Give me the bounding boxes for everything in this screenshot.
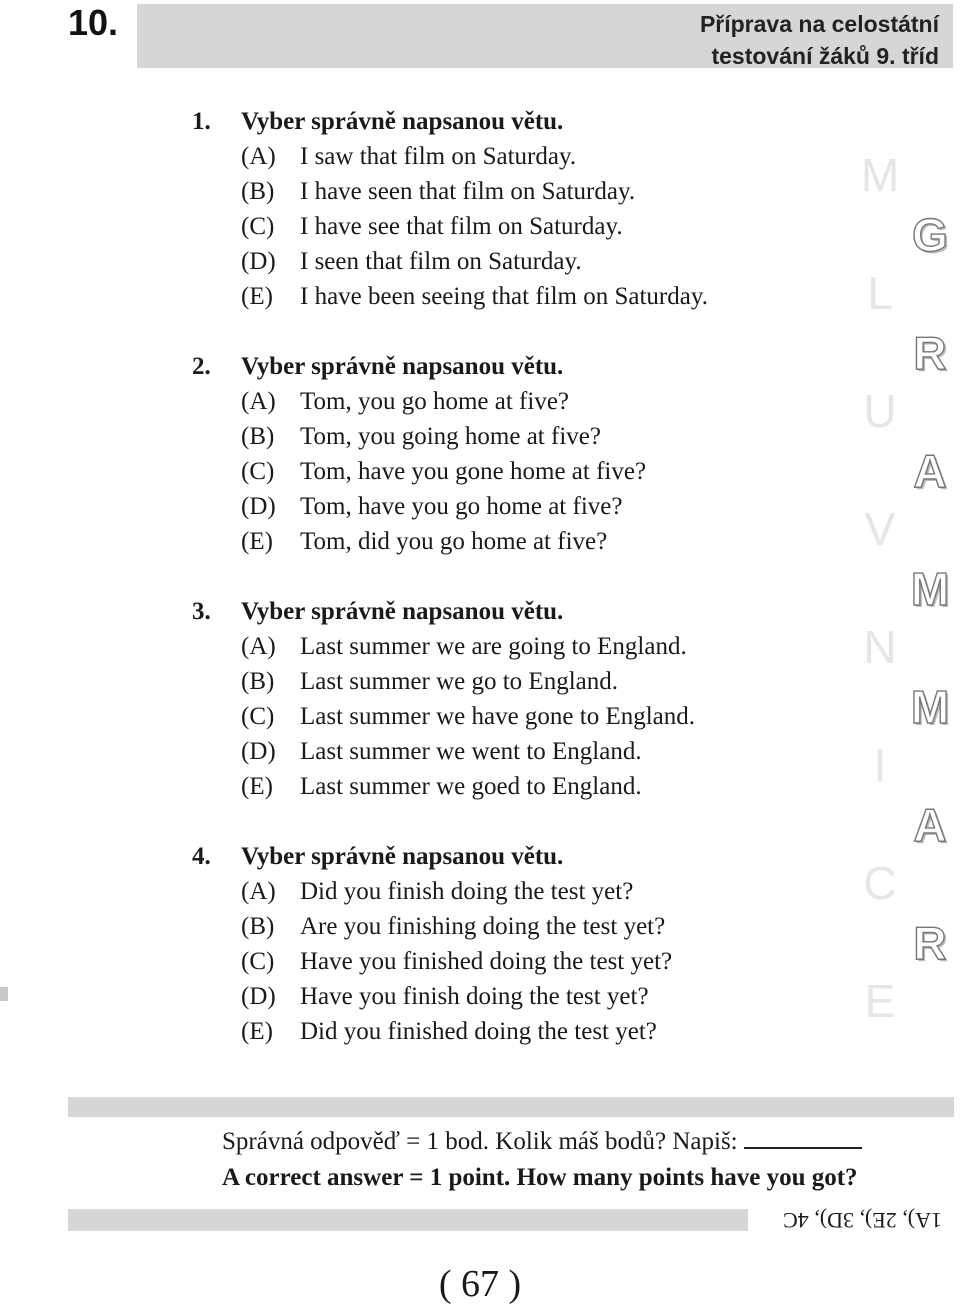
question-prompt: Vyber správně napsanou větu. bbox=[241, 843, 564, 870]
option-letter: (D) bbox=[241, 738, 276, 765]
question-4 bbox=[0, 839, 820, 1049]
option-text: Last summer we have gone to England. bbox=[300, 703, 696, 730]
option-letter: (E) bbox=[241, 1018, 273, 1045]
scoring-block bbox=[222, 1124, 952, 1196]
option-letter: (B) bbox=[241, 913, 275, 940]
option-letter: (A) bbox=[241, 878, 276, 905]
question-3 bbox=[0, 594, 820, 804]
option-letter: (B) bbox=[241, 178, 275, 205]
divider-band bbox=[68, 1097, 954, 1117]
answer-option bbox=[0, 979, 820, 1014]
option-text: Tom, you go home at five? bbox=[300, 388, 570, 415]
question-prompt: Vyber správně napsanou větu. bbox=[241, 108, 564, 135]
option-letter: (C) bbox=[241, 213, 275, 240]
divider-band-lower bbox=[68, 1209, 748, 1231]
section-number: 10. bbox=[68, 2, 119, 43]
scoring-czech bbox=[222, 1124, 952, 1160]
header-title bbox=[700, 8, 939, 72]
option-letter: (B) bbox=[241, 423, 275, 450]
option-text: Tom, did you go home at five? bbox=[300, 528, 608, 555]
option-text: Are you finishing doing the test yet? bbox=[300, 913, 666, 940]
option-letter: (C) bbox=[241, 458, 275, 485]
question-2 bbox=[0, 349, 820, 559]
answer-option bbox=[0, 384, 820, 419]
option-text: Did you finish doing the test yet? bbox=[300, 878, 634, 905]
option-letter: (B) bbox=[241, 668, 275, 695]
option-text: I have been seeing that film on Saturday. bbox=[300, 283, 708, 310]
option-text: Tom, have you gone home at five? bbox=[300, 458, 647, 485]
option-letter: (E) bbox=[241, 773, 273, 800]
question-heading bbox=[0, 104, 820, 139]
answer-option bbox=[0, 944, 820, 979]
answer-key-upside-down: 1A), 2E), 3D), 4C bbox=[783, 1208, 942, 1233]
answer-option bbox=[0, 279, 820, 314]
option-text: Last summer we went to England. bbox=[300, 738, 642, 765]
side-letter-outlined: G bbox=[912, 209, 948, 261]
side-letter-light: C bbox=[863, 857, 897, 909]
option-text: Tom, you going home at five? bbox=[300, 423, 601, 450]
side-letter-outlined: A bbox=[913, 445, 947, 497]
answer-option bbox=[0, 629, 820, 664]
question-number: 1. bbox=[192, 108, 211, 135]
option-letter: (D) bbox=[241, 493, 276, 520]
page-number: ( 67 ) bbox=[438, 1263, 522, 1305]
side-letter-outlined: M bbox=[910, 681, 950, 733]
option-letter: (C) bbox=[241, 948, 275, 975]
answer-option bbox=[0, 664, 820, 699]
question-prompt: Vyber správně napsanou větu. bbox=[241, 353, 564, 380]
option-text: Last summer we go to England. bbox=[300, 668, 618, 695]
option-letter: (A) bbox=[241, 388, 276, 415]
question-number: 2. bbox=[192, 353, 211, 380]
option-text: Have you finish doing the test yet? bbox=[300, 983, 649, 1010]
side-letter-light: N bbox=[863, 621, 897, 673]
header-title-line2: testování žáků 9. tříd bbox=[711, 43, 939, 69]
header-band bbox=[137, 4, 953, 68]
option-letter: (D) bbox=[241, 983, 276, 1010]
question-number: 3. bbox=[192, 598, 211, 625]
side-letter-outlined: R bbox=[913, 917, 947, 969]
option-letter: (A) bbox=[241, 633, 276, 660]
side-letter-light: V bbox=[864, 503, 896, 555]
side-letter-light: L bbox=[867, 267, 893, 319]
question-number: 4. bbox=[192, 843, 211, 870]
side-letter-outlined: A bbox=[913, 799, 947, 851]
question-heading bbox=[0, 839, 820, 874]
question-prompt: Vyber správně napsanou větu. bbox=[241, 598, 564, 625]
answer-option bbox=[0, 454, 820, 489]
side-letter-outlined: M bbox=[910, 563, 950, 615]
option-text: I saw that film on Saturday. bbox=[300, 143, 577, 170]
option-text: I have see that film on Saturday. bbox=[300, 213, 623, 240]
option-text: Tom, have you go home at five? bbox=[300, 493, 623, 520]
option-letter: (A) bbox=[241, 143, 276, 170]
answer-option bbox=[0, 209, 820, 244]
option-text: I have seen that film on Saturday. bbox=[300, 178, 636, 205]
answer-option bbox=[0, 489, 820, 524]
question-heading bbox=[0, 349, 820, 384]
option-text: Last summer we goed to England. bbox=[300, 773, 642, 800]
option-text: Have you finished doing the test yet? bbox=[300, 948, 673, 975]
side-letter-outlined: R bbox=[913, 327, 947, 379]
question-heading bbox=[0, 594, 820, 629]
side-letter-light: U bbox=[863, 385, 897, 437]
side-letter-light: M bbox=[860, 149, 900, 201]
option-letter: (E) bbox=[241, 528, 273, 555]
option-text: I seen that film on Saturday. bbox=[300, 248, 582, 275]
option-letter: (E) bbox=[241, 283, 273, 310]
points-blank-line bbox=[744, 1125, 862, 1149]
option-letter: (C) bbox=[241, 703, 275, 730]
option-letter: (D) bbox=[241, 248, 276, 275]
answer-option bbox=[0, 244, 820, 279]
side-letter-light: I bbox=[873, 739, 887, 791]
side-letter-light: E bbox=[864, 975, 896, 1027]
scoring-english: A correct answer = 1 point. How many points have you got? bbox=[222, 1164, 858, 1191]
header-title-line1: Příprava na celostátní bbox=[699, 11, 939, 37]
answer-option bbox=[0, 174, 820, 209]
scoring-czech-text: Správná odpověď = 1 bod. Kolik máš bodů? Napiš: bbox=[222, 1128, 738, 1155]
option-text: Last summer we are going to England. bbox=[300, 633, 687, 660]
question-1 bbox=[0, 104, 820, 314]
answer-option bbox=[0, 874, 820, 909]
margin-mark bbox=[0, 987, 8, 1001]
answer-option bbox=[0, 909, 820, 944]
answer-option bbox=[0, 769, 820, 804]
answer-option bbox=[0, 524, 820, 559]
answer-option bbox=[0, 734, 820, 769]
answer-option bbox=[0, 419, 820, 454]
question-list bbox=[0, 104, 820, 1084]
answer-option bbox=[0, 699, 820, 734]
answer-option bbox=[0, 1014, 820, 1049]
answer-option bbox=[0, 139, 820, 174]
option-text: Did you finished doing the test yet? bbox=[300, 1018, 657, 1045]
